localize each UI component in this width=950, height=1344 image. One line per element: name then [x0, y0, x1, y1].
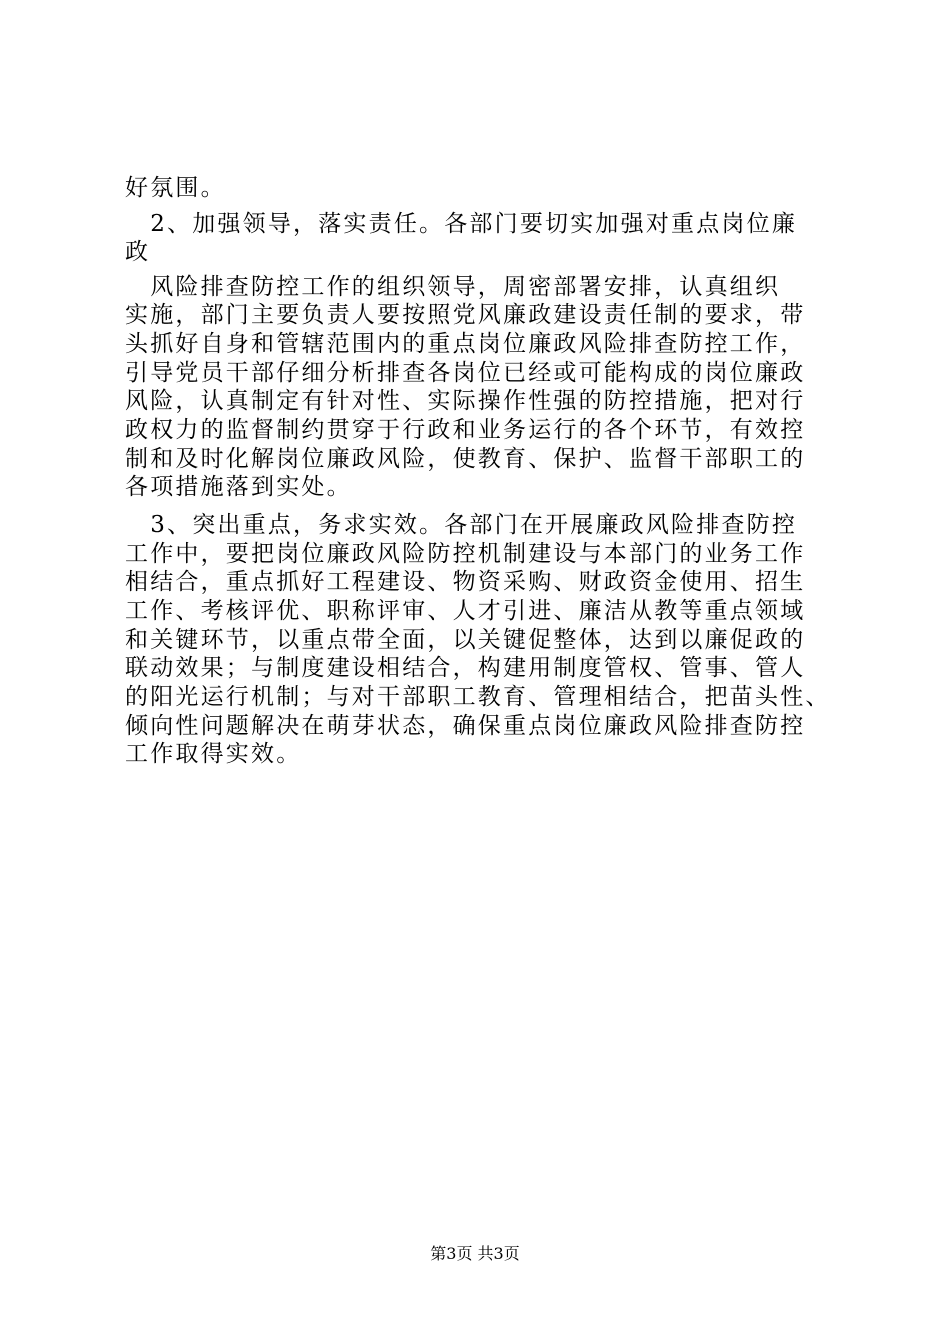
paragraph-line: 工作中，要把岗位廉政风险防控机制建设与本部门的业务工作	[125, 541, 806, 567]
paragraph-line: 相结合，重点抓好工程建设、物资采购、财政资金使用、招生	[125, 569, 806, 595]
paragraph-line: 政	[125, 239, 151, 265]
paragraph-line: 工作、考核评优、职称评审、人才引进、廉洁从教等重点领域	[125, 598, 806, 624]
paragraph-line: 政权力的监督制约贯穿于行政和业务运行的各个环节，有效控	[125, 417, 806, 443]
paragraph-line: 引导党员干部仔细分析排查各岗位已经或可能构成的岗位廉政	[125, 360, 806, 386]
paragraph-line: 3、突出重点，务求实效。各部门在开展廉政风险排查防控	[125, 512, 798, 538]
paragraph-line: 倾向性问题解决在萌芽状态，确保重点岗位廉政风险排查防控	[125, 713, 806, 739]
paragraph-line: 联动效果；与制度建设相结合，构建用制度管权、管事、管人	[125, 655, 806, 681]
paragraph-line: 各项措施落到实处。	[125, 474, 352, 500]
paragraph-line: 制和及时化解岗位廉政风险，使教育、保护、监督干部职工的	[125, 446, 806, 472]
paragraph-line: 和关键环节，以重点带全面，以关键促整体，达到以廉促政的	[125, 627, 806, 653]
paragraph-line: 的阳光运行机制；与对干部职工教育、管理相结合，把苗头性、	[125, 684, 831, 710]
page-number-footer: 第3页 共3页	[430, 1244, 520, 1263]
paragraph-line: 头抓好自身和管辖范围内的重点岗位廉政风险排查防控工作，	[125, 331, 806, 357]
paragraph-line: 好氛围。	[125, 175, 226, 201]
paragraph-line: 风险，认真制定有针对性、实际操作性强的防控措施，把对行	[125, 388, 806, 414]
paragraph-line: 工作取得实效。	[125, 741, 302, 767]
paragraph-line: 2、加强领导，落实责任。各部门要切实加强对重点岗位廉	[125, 211, 798, 237]
paragraph-line: 风险排查防控工作的组织领导，周密部署安排，认真组织	[125, 274, 781, 300]
paragraph-line: 实施，部门主要负责人要按照党风廉政建设责任制的要求，带	[125, 302, 806, 328]
